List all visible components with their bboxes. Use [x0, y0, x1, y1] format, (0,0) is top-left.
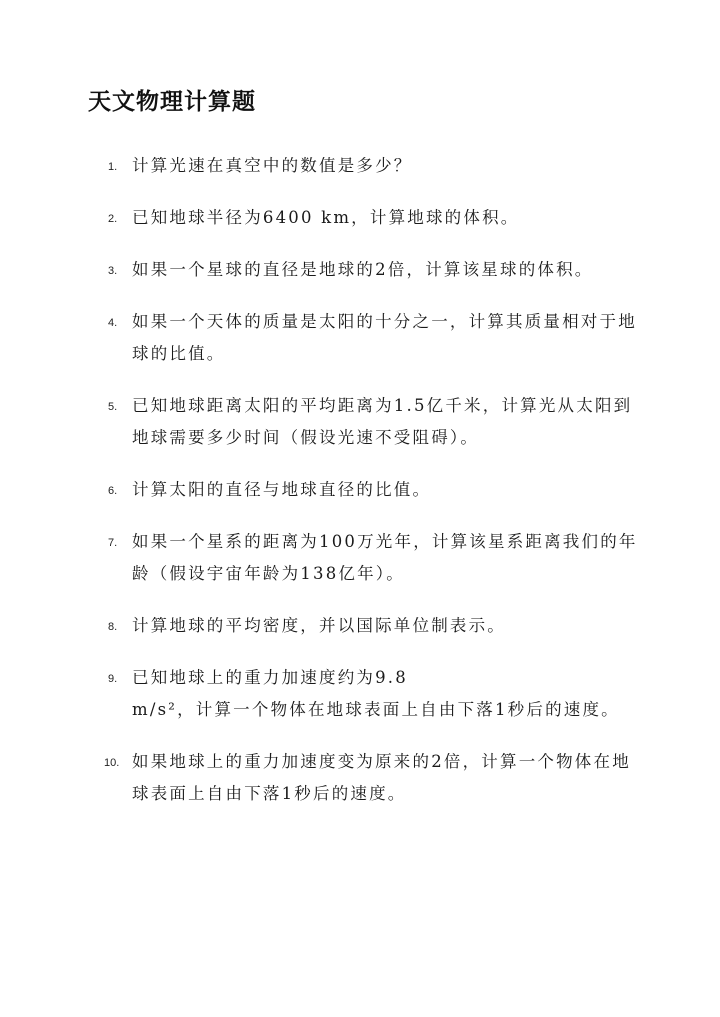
question-number: 3. [108, 265, 118, 277]
question-list [104, 150, 644, 830]
question-number: 7. [108, 537, 118, 549]
question-text [132, 662, 644, 726]
question-text: 如果一个天体的质量是太阳的十分之一，计算其质量相对于地球的比值。 [132, 312, 637, 363]
question-item [104, 150, 644, 182]
question-number: 1. [108, 161, 118, 173]
question-text: 已知地球距离太阳的平均距离为1.5亿千米，计算光从太阳到地球需要多少时间（假设光速不受阻碍）。 [132, 396, 633, 447]
question-text: 如果一个星球的直径是地球的2倍，计算该星球的体积。 [132, 260, 594, 279]
question-text: 已知地球半径为6400 km，计算地球的体积。 [132, 208, 520, 227]
question-text: 计算太阳的直径与地球直径的比值。 [132, 480, 432, 499]
page-title: 天文物理计算题 [88, 88, 256, 115]
question-item [104, 610, 644, 642]
question-number: 6. [108, 485, 118, 497]
question-item [104, 662, 644, 726]
question-number: 10. [104, 757, 120, 769]
question-number: 5. [108, 401, 118, 413]
question-number: 8. [108, 621, 118, 633]
question-number: 9. [108, 673, 118, 685]
question-text: 计算光速在真空中的数值是多少？ [132, 156, 413, 175]
question-number: 2. [108, 213, 118, 225]
question-item [104, 254, 644, 286]
question-item [104, 526, 644, 590]
question-text-line-1: 已知地球上的重力加速度约为9.8 [132, 668, 408, 687]
question-item [104, 390, 644, 454]
question-text-line-2: m/s²，计算一个物体在地球表面上自由下落1秒后的速度。 [132, 700, 620, 719]
question-item [104, 474, 644, 506]
question-number: 4. [108, 317, 118, 329]
question-item [104, 746, 644, 810]
question-text: 如果地球上的重力加速度变为原来的2倍，计算一个物体在地球表面上自由下落1秒后的速度。 [132, 752, 631, 803]
question-item [104, 202, 644, 234]
question-text: 计算地球的平均密度，并以国际单位制表示。 [132, 616, 506, 635]
question-item [104, 306, 644, 370]
question-text: 如果一个星系的距离为100万光年，计算该星系距离我们的年龄（假设宇宙年龄为138亿年）。 [132, 532, 638, 583]
